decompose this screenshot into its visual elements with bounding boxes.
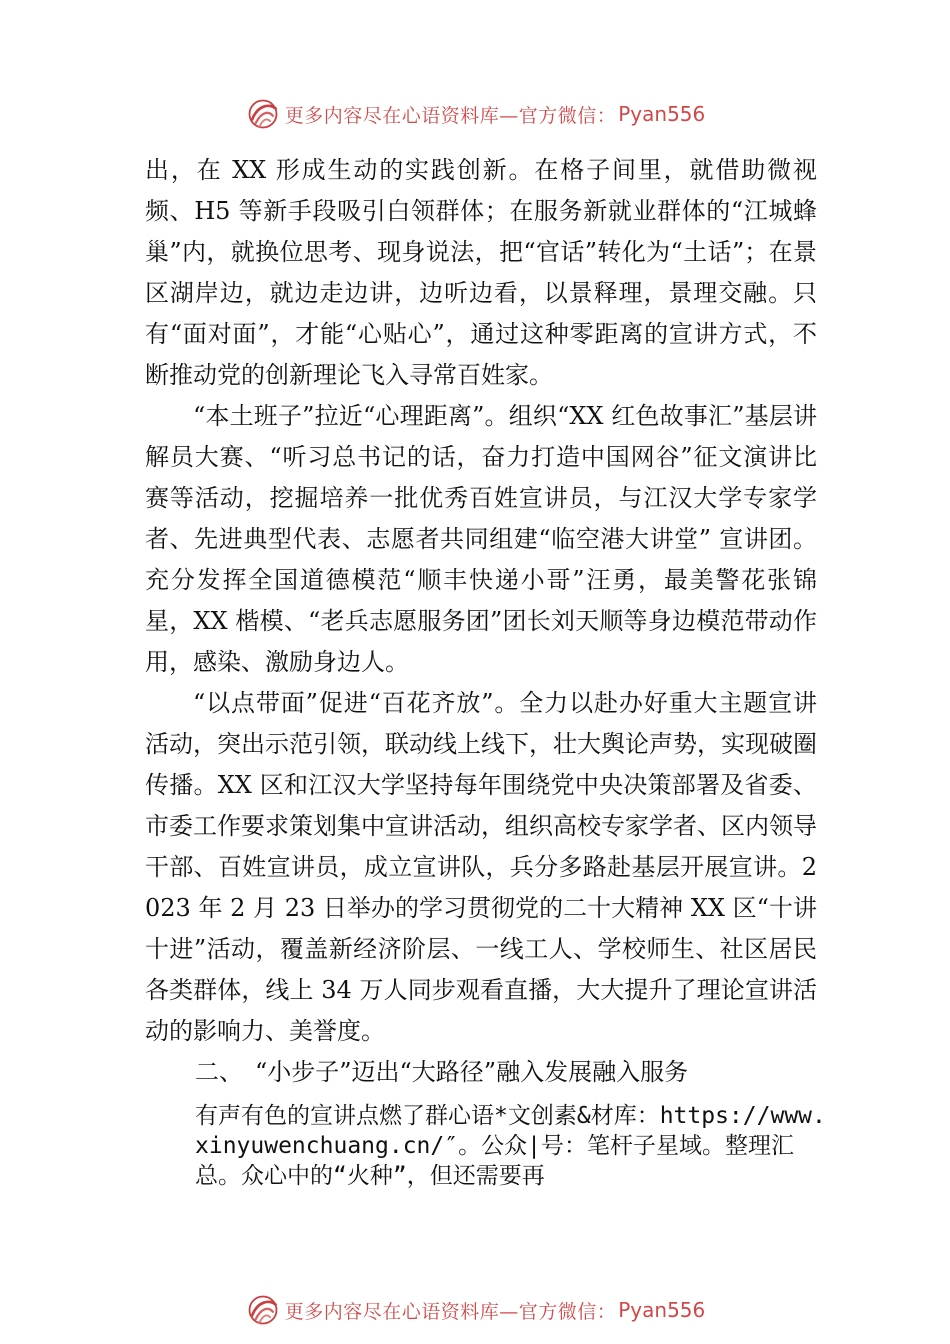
header-watermark-id: Pyan556 — [618, 102, 706, 126]
swirl-logo-icon — [245, 96, 281, 132]
header-watermark — [0, 94, 950, 134]
footer-watermark — [0, 1290, 950, 1330]
header-watermark-text: 更多内容尽在心语资料库—官方微信： — [284, 104, 617, 127]
document-body — [145, 150, 826, 1191]
paragraph-1: 出，在 XX 形成生动的实践创新。在格子间里，就借助微视频、H5 等新手段吸引白领群体；在服务新就业群体的“江城蜂巢”内，就换位思考、现身说法，把“官话”转化为“土话”；在景区湖岸边，就边走边讲，边听边看，以景释理，景理交融。只有“面对面”，才能“心贴心”，通过这种零距离的宣讲方式，不断推动党的创新理论飞入寻常百姓家。 — [145, 156, 817, 389]
footer-watermark-id: Pyan556 — [618, 1298, 706, 1322]
paragraph-3: “以点带面”促进“百花齐放”。全力以赴办好重大主题宣讲活动，突出示范引领，联动线上线下，壮大舆论声势，实现破圈传播。XX 区和江汉大学坚持每年围绕党中央决策部署及省委、市委工作要求策划集中宣讲活动，组织高校专家学者、区内领导干部、百姓宣讲员，成立宣讲队，兵分多路赴基层开展宣讲。2023 年 2 月 23 日举办的学习贯彻党的二十大精神 XX 区“十讲十进”活动，覆盖新经济阶层、一线工人、学校师生、社区居民各类群体，线上 34 万人同步观看直播，大大提升了理论宣讲活动的影响力、美誉度。 — [145, 689, 817, 1045]
footer-watermark-text: 更多内容尽在心语资料库—官方微信： — [284, 1300, 617, 1323]
section-heading: 二、 “小步子”迈出“大路径”融入发展融入服务 — [195, 1058, 689, 1086]
paragraph-2: “本土班子”拉近“心理距离”。组织“XX 红色故事汇”基层讲解员大赛、“听习总书记的话，奋力打造中国网谷”征文演讲比赛等活动，挖掘培养一批优秀百姓宣讲员，与江汉大学专家学者、先进典型代表、志愿者共同组建“临空港大讲堂” 宣讲团。充分发挥全国道德模范“顺丰快递小哥”汪勇，最美警花张锦星，XX 楷模、“老兵志愿服务团”团长刘天顺等身边模范带动作用，感染、激励身边人。 — [145, 402, 817, 676]
paragraph-4: 有声有色的宣讲点燃了群心语*文创素&材库：https://www.xinyuwenchuang.cn/″。公众|号：笔杆子星域。整理汇总。众心中的“火种”，但还需要再 — [195, 1103, 826, 1189]
swirl-logo-icon — [245, 1292, 281, 1328]
